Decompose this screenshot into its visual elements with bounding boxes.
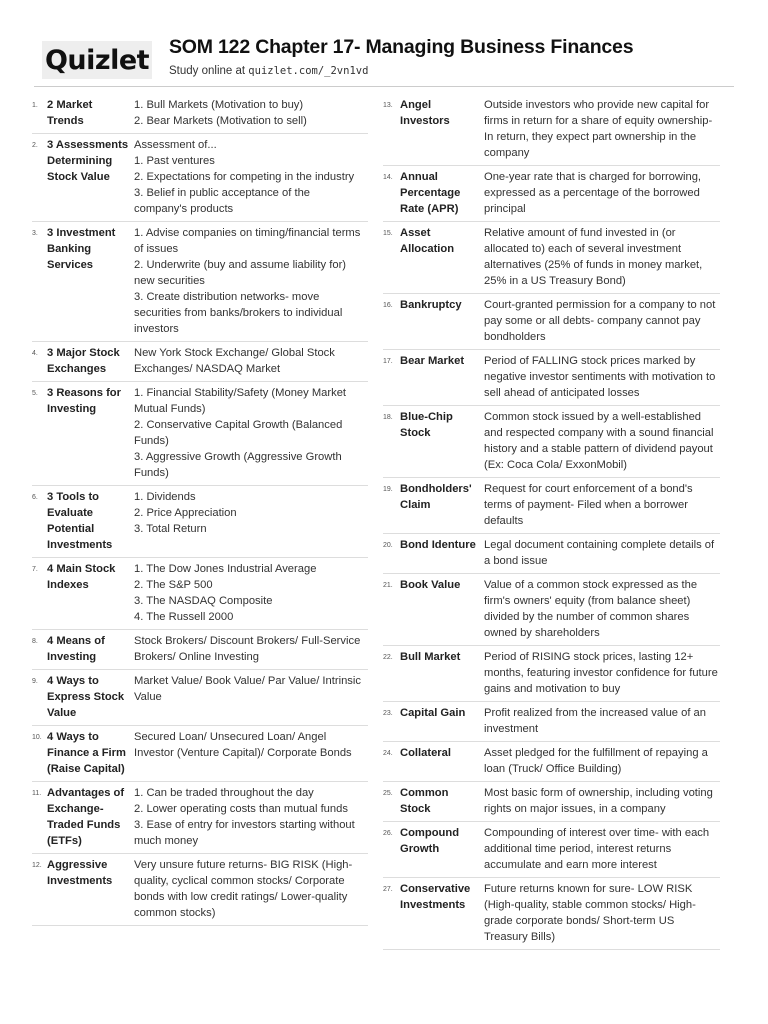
card-row	[32, 630, 368, 670]
card-term: Annual Percentage Rate (APR)	[400, 171, 461, 215]
card-term: Compound Growth	[400, 827, 460, 855]
study-online-label: Study online at	[169, 65, 246, 77]
card-definition: Secured Loan/ Unsecured Loan/ Angel Investor (Venture Capital)/ Corporate Bonds	[134, 731, 352, 759]
card-term: Bankruptcy	[400, 299, 462, 311]
card-definition: Compounding of interest over time- with each additional time period, interest returns accumulate and earn more interest	[484, 827, 710, 871]
card-definition: Market Value/ Book Value/ Par Value/ Intrinsic Value	[134, 675, 361, 703]
logo-text: Quizlet	[44, 44, 150, 76]
study-online-line	[169, 65, 368, 77]
card-number: 2.	[32, 142, 38, 149]
card-definition: Profit realized from the increased value of an investment	[484, 707, 707, 735]
card-row	[383, 406, 720, 478]
card-term: Angel Investors	[400, 99, 450, 127]
card-row	[32, 94, 368, 134]
card-definition: Most basic form of ownership, including voting rights on major issues, in a company	[484, 787, 713, 815]
card-definition: Value of a common stock expressed as the firm's owners' equity (from balance sheet) divided by the number of common shares owned by shareholders	[484, 579, 698, 639]
card-definition: 1. Bull Markets (Motivation to buy) 2. Bear Markets (Motivation to sell)	[134, 99, 307, 127]
card-row	[383, 534, 720, 574]
card-number: 18.	[383, 414, 393, 421]
card-term: 3 Reasons for Investing	[47, 387, 121, 415]
card-definition: Legal document containing complete details of a bond issue	[484, 539, 715, 567]
card-row	[383, 742, 720, 782]
card-term: Book Value	[400, 579, 461, 591]
card-definition: Period of FALLING stock prices marked by negative investor sentiments with motivation to sell ahead of anticipated losses	[484, 355, 716, 399]
card-row	[32, 782, 368, 854]
card-number: 6.	[32, 494, 38, 501]
card-number: 21.	[383, 582, 393, 589]
card-term: 3 Assessments Determining Stock Value	[47, 139, 129, 183]
card-definition: Outside investors who provide new capital for firms in return for a share of equity ownership- In return, they expect part ownership in the company	[484, 99, 713, 159]
card-row	[32, 134, 368, 222]
card-number: 8.	[32, 638, 38, 645]
card-term: Common Stock	[400, 787, 449, 815]
card-definition: Relative amount of fund invested in (or allocated to) each of several investment alternatives (25% of funds in money market, 25% in a US Treasury Bond)	[484, 227, 703, 287]
card-row	[32, 382, 368, 486]
card-definition: One-year rate that is charged for borrowing, expressed as a percentage of the borrowed principal	[484, 171, 702, 215]
card-row	[32, 222, 368, 342]
card-term: 4 Ways to Express Stock Value	[47, 675, 125, 719]
card-number: 10.	[32, 734, 42, 741]
card-row	[383, 166, 720, 222]
card-row	[383, 822, 720, 878]
card-definition: 1. Dividends 2. Price Appreciation 3. Total Return	[134, 491, 237, 535]
card-row	[383, 646, 720, 702]
card-row	[383, 350, 720, 406]
card-row	[383, 702, 720, 742]
card-number: 14.	[383, 174, 393, 181]
card-row	[383, 94, 720, 166]
card-number: 13.	[383, 102, 393, 109]
card-definition: 1. Financial Stability/Safety (Money Market Mutual Funds) 2. Conservative Capital Growth (Balanced Funds) 3. Aggressive Growth (Aggressive Growth Funds)	[134, 387, 347, 479]
card-number: 9.	[32, 678, 38, 685]
quizlet-logo	[42, 41, 152, 79]
card-row	[32, 558, 368, 630]
card-number: 5.	[32, 390, 38, 397]
card-number: 1.	[32, 102, 38, 109]
card-definition: Asset pledged for the fulfillment of repaying a loan (Truck/ Office Building)	[484, 747, 708, 775]
card-definition: 1. The Dow Jones Industrial Average 2. The S&P 500 3. The NASDAQ Composite 4. The Russell 2000	[134, 563, 317, 623]
card-row	[383, 574, 720, 646]
page-title: SOM 122 Chapter 17- Managing Business Finances	[169, 36, 634, 58]
card-term: Collateral	[400, 747, 451, 759]
cards-column-left	[32, 94, 368, 926]
card-term: Bondholders' Claim	[400, 483, 472, 511]
card-row	[32, 486, 368, 558]
card-row	[32, 342, 368, 382]
card-term: Capital Gain	[400, 707, 466, 719]
study-url-link[interactable]: quizlet.com/_2vn1vd	[248, 65, 369, 77]
card-number: 15.	[383, 230, 393, 237]
card-term: Aggressive Investments	[47, 859, 113, 887]
card-term: Asset Allocation	[400, 227, 455, 255]
card-definition: 1. Advise companies on timing/financial terms of issues 2. Underwrite (buy and assume liability for) new securities 3. Create distribution networks- move securities from banks/brokers to individual investors	[134, 227, 361, 335]
card-row	[383, 478, 720, 534]
card-number: 22.	[383, 654, 393, 661]
card-term: Bond Identure	[400, 539, 476, 551]
card-number: 19.	[383, 486, 393, 493]
card-row	[32, 726, 368, 782]
card-definition: Stock Brokers/ Discount Brokers/ Full-Service Brokers/ Online Investing	[134, 635, 361, 663]
card-number: 12.	[32, 862, 42, 869]
card-number: 11.	[32, 790, 42, 797]
card-number: 24.	[383, 750, 393, 757]
card-definition: New York Stock Exchange/ Global Stock Exchanges/ NASDAQ Market	[134, 347, 335, 375]
card-definition: 1. Can be traded throughout the day 2. Lower operating costs than mutual funds 3. Ease of entry for investors starting without much money	[134, 787, 355, 847]
card-definition: Period of RISING stock prices, lasting 12+ months, featuring investor confidence for future gains and motivation to buy	[484, 651, 718, 695]
card-definition: Future returns known for sure- LOW RISK (High-quality, stable common stocks/ High-grade corporate bonds/ Short-term US Treasury Bills)	[484, 883, 696, 943]
card-term: 4 Main Stock Indexes	[47, 563, 116, 591]
card-number: 3.	[32, 230, 38, 237]
cards-column-right	[383, 94, 720, 950]
card-term: 4 Means of Investing	[47, 635, 105, 663]
card-definition: Court-granted permission for a company to not pay some or all debts- company cannot pay bondholders	[484, 299, 716, 343]
card-term: 4 Ways to Finance a Firm (Raise Capital)	[47, 731, 126, 775]
card-term: Bear Market	[400, 355, 465, 367]
card-term: Advantages of Exchange-Traded Funds (ETFs)	[47, 787, 125, 847]
card-row	[383, 782, 720, 822]
card-number: 7.	[32, 566, 38, 573]
card-definition: Assessment of... 1. Past ventures 2. Expectations for competing in the industry 3. Belief in public acceptance of the company's products	[134, 139, 355, 215]
card-term: 3 Investment Banking Services	[47, 227, 116, 271]
card-definition: Very unsure future returns- BIG RISK (High-quality, cyclical common stocks/ Corporate bonds with low credit ratings/ Lower-quality common stocks)	[134, 859, 353, 919]
card-definition: Common stock issued by a well-established and respected company with a sound financial history and a stable pattern of dividend payout (Ex: Coca Cola/ ExxonMobil)	[484, 411, 714, 471]
card-row	[32, 854, 368, 926]
card-term: 3 Major Stock Exchanges	[47, 347, 120, 375]
card-term: Conservative Investments	[400, 883, 471, 911]
card-number: 23.	[383, 710, 393, 717]
card-term: Blue-Chip Stock	[400, 411, 453, 439]
card-row	[383, 222, 720, 294]
card-row	[32, 670, 368, 726]
card-number: 17.	[383, 358, 393, 365]
card-row	[383, 294, 720, 350]
card-number: 27.	[383, 886, 393, 893]
card-term: 2 Market Trends	[47, 99, 93, 127]
header-divider	[34, 86, 734, 87]
card-number: 16.	[383, 302, 393, 309]
card-number: 20.	[383, 542, 393, 549]
card-number: 25.	[383, 790, 393, 797]
card-term: Bull Market	[400, 651, 461, 663]
card-definition: Request for court enforcement of a bond's terms of payment- Filed when a borrower defaults	[484, 483, 693, 527]
card-number: 4.	[32, 350, 38, 357]
card-number: 26.	[383, 830, 393, 837]
card-term: 3 Tools to Evaluate Potential Investments	[47, 491, 113, 551]
card-row	[383, 878, 720, 950]
